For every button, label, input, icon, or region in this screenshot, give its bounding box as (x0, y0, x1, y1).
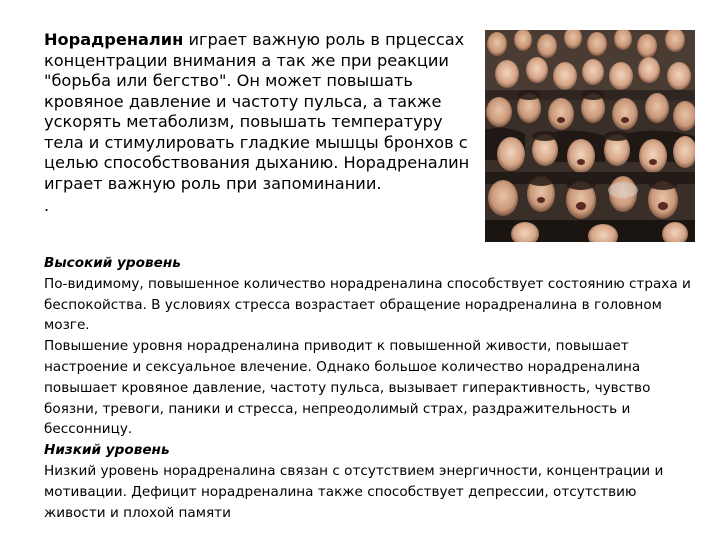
article-body (44, 253, 699, 523)
intro-text: играет важную роль в прцессах концентрации внимания а так же при реакции "борьба или бегство". Он может повышать кровяное давление и частоту пульса, а также ускорять метаболизм, повышать температуру тела и стимулировать гладкие мышцы бронхов с целью способствования дыханию. Норадреналин играет важную роль при запоминании. (44, 30, 470, 193)
intro-dot: . (44, 196, 50, 215)
high-level-paragraph-2: Повышение уровня норадреналина приводит к повышенной живости, повышает настроение и сексуальное влечение. Однако большое количество норадреналина повышает кровяное давление, частоту пульса, вызывает гиперактивность, чувство боязни, тревоги, паники и стресса, непреодолимый страх, раздражительность и бессонницу. (44, 338, 651, 438)
crowd-photo-image (485, 30, 695, 242)
low-level-heading: Низкий уровень (44, 442, 170, 459)
high-level-heading: Высокий уровень (44, 255, 181, 271)
intro-paragraph (44, 30, 484, 217)
intro-lead-term: Норадреналин (44, 30, 184, 49)
high-level-paragraph-1: По-видимому, повышенное количество норадреналина способствует состоянию страха и беспокойства. В условиях стресса возрастает обращение норадреналина в головном мозге. (44, 275, 691, 334)
crowd-photo (485, 30, 695, 242)
low-level-paragraph: Низкий уровень норадреналина связан с отсутствием энергичности, концентрации и мотивации. Дефицит норадреналина также способствует депрессии, отсутствию живости и плохой памяти (44, 462, 664, 521)
